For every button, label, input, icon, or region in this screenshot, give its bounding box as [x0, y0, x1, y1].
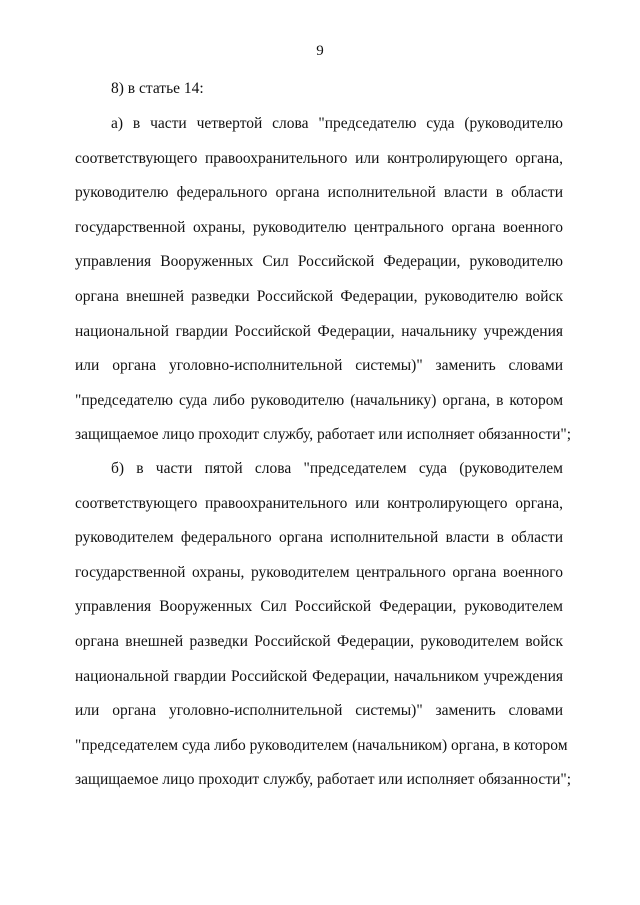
paragraph-line: руководителем федерального органа исполнительной власти в области: [75, 529, 563, 547]
paragraph-line: государственной охраны, руководителю центрального органа военного: [75, 218, 563, 236]
paragraph-b: [75, 452, 572, 798]
paragraph-line: защищаемое лицо проходит службу, работает или исполняет обязанности";: [75, 771, 572, 789]
paragraph-line: "председателю суда либо руководителю (начальнику) органа, в котором: [75, 391, 563, 409]
paragraph-line: управления Вооруженных Сил Российской Федерации, руководителю: [75, 253, 563, 271]
paragraph-a: [75, 107, 572, 453]
paragraph-line: б) в части пятой слова "председателем суда (руководителем: [111, 460, 563, 477]
page-number: 9: [316, 43, 324, 59]
paragraph-line: а) в части четвертой слова "председателю суда (руководителю: [111, 115, 563, 132]
paragraph-line: органа внешней разведки Российской Федерации, руководителю войск: [75, 287, 563, 305]
paragraph-line: национальной гвардии Российской Федерации, начальнику учреждения: [75, 322, 563, 340]
paragraph-line: или органа уголовно-исполнительной системы)" заменить словами: [75, 357, 563, 375]
paragraph-line: или органа уголовно-исполнительной системы)" заменить словами: [75, 702, 563, 720]
paragraph-line: органа внешней разведки Российской Федерации, руководителем войск: [75, 632, 563, 650]
paragraph-line: управления Вооруженных Сил Российской Федерации, руководителем: [75, 598, 563, 616]
paragraph-line: "председателем суда либо руководителем (начальником) органа, в котором: [75, 736, 568, 754]
paragraph-line: соответствующего правоохранительного или контролирующего органа,: [75, 494, 563, 512]
paragraph-line: государственной охраны, руководителем центрального органа военного: [75, 563, 563, 581]
paragraph-line: руководителю федерального органа исполнительной власти в области: [75, 184, 563, 202]
paragraph-line: соответствующего правоохранительного или контролирующего органа,: [75, 149, 563, 167]
article-intro: 8) в статье 14:: [111, 80, 204, 97]
paragraph-line: защищаемое лицо проходит службу, работает или исполняет обязанности";: [75, 426, 572, 444]
paragraph-line: национальной гвардии Российской Федерации, начальником учреждения: [75, 667, 563, 685]
